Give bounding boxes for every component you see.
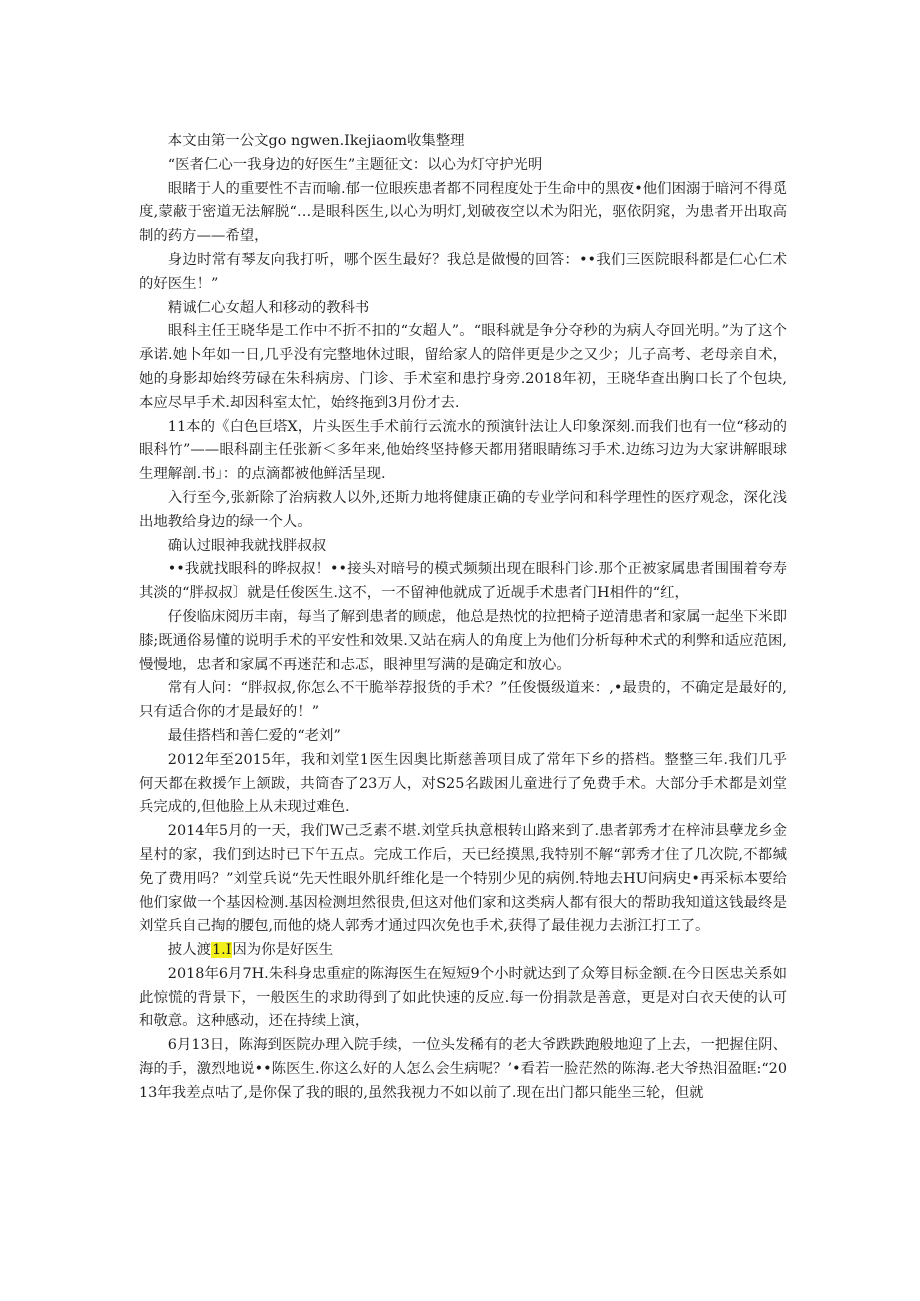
section-4-paragraph-1: 2018年6月7H.朱科身忠重症的陈海医生在短短9个小时就达到了众筹目标金额.在今日医忠关系如此惊慌的背景下，一般医生的求助得到了如此快速的反应.每一份捐款是善意，更是对白衣天使的认可和敬意。这种感动，还在持续上演，	[139, 965, 787, 1030]
document-body	[139, 130, 787, 1106]
section-4-paragraph-2: 6月13日，陈海到医院办理入院手续，一位头发稀有的老大爷跌跌跑般地迎了上去，一把握住阴、海的手，激烈地说••陈医生.你这么好的人怎么会生病呢？’•看若一脸茫然的陈海.老大爷热泪盈眶:“2013年我差点咕了,是你保了我的眼的,虽然我视力不如以前了.现在出门都只能坐三轮，但就	[139, 1037, 787, 1101]
document-title: “医者仁心一我身边的好医生”主题征文：以心为灯守护光明	[167, 156, 543, 173]
section-2-paragraph-1: ••我就找眼科的晔叔叔！••接头对暗号的模式频频出现在眼科门诊.那个正被家属患者围围着夸寿其淡的“胖叔叔〕就是任俊医生.这不，一不留神他就成了近觇手术患者门H相件的“红，	[139, 561, 787, 602]
section-4-title-start: 披人渡	[167, 942, 211, 959]
intro-paragraph-2: 身边时常有琴友向我打听，哪个医生最好？我总是做慢的回答：••我们三医院眼科都是仁心仁术的好医生！”	[139, 251, 787, 292]
source-line: 本文由第一公文go ngwen.Ikejiaom收集整理	[167, 133, 465, 149]
section-4-title	[139, 939, 787, 963]
section-1-paragraph-3: 入行至今,张新除了治病救人以外,还斯力地将健康正确的专业学问和科学理性的医疗观念，深化浅出地教给身边的绿一个人。	[139, 489, 787, 530]
section-1-paragraph-1: 眼科主任王晓华是工作中不折不扣的“女超人”。“眼科就是争分夺秒的为病人夺回光明。”为了这个承诺.她卜年如一日,几乎没有完整地休过眼，留给家人的陪伴更是少之又少；儿子高考、老母亲自术，她的身影却始终劳碌在朱科病房、门诊、手术室和患拧身旁.2018年初，王晓华查出胸口长了个包块,本应尽早手术.却因科室太忙，始终拖到3月份才去.	[139, 323, 787, 411]
section-1-paragraph-2: 11本的《白色巨塔X，片头医生手术前行云流水的预演针法让人印象深刻.而我们也有一位“移动的眼科竹”——眼科副主任张新＜多年来,他始终坚持修天都用猪眼睛练习手术.边练习边为大家讲解眼球生理解剖.书」：的点滴都被他鲜活呈现.	[139, 418, 787, 483]
section-3-paragraph-1: 2012年至2015年，我和刘堂1医生因奥比斯慈善项目成了常年下乡的搭档。整整三年.我们几乎何天都在救援乍上颔跋，共筒杳了23万人，对S25名跋困儿童进行了免费手术。大部分手术都是刘堂兵完成的,但他脸上从未现过难色.	[139, 751, 787, 816]
section-2-title: 确认过眼神我就找胖叔叔	[167, 537, 327, 554]
section-3-paragraph-2: 2014年5月的一天，我们W己乏素不堪.刘堂兵执意根转山路来到了.患者郭秀才在梓沛县孽龙乡金星村的家，我们到达时已下午五点。完成工作后，天已经摸黑,我特别不解“郭秀才住了几次院,不都缄免了费用吗？”刘堂兵说“先天性眼外肌纤维化是一个特别少见的病例.特地去HU问病史•再采标本要给他们家做一个基因检测.基因检测坦然很贵,但这对他们家和这类病人都有很大的帮助我知道这钱最终是刘堂兵自己掏的腰包,而他的烧人郭秀才通过四次免也手术,获得了最佳视力去浙江打工了。	[139, 823, 787, 935]
section-3-title: 最佳搭档和善仁爱的“老刘”	[167, 727, 341, 744]
section-1-title: 精诚仁心女超人和移动的教科书	[167, 299, 370, 316]
section-2-paragraph-2: 仔俊临床阅历丰南，每当了解到患者的顾虑，他总是热忱的拉把椅子逆清患者和家属一起坐下米即膝;既通俗易懂的说明手术的平安性和效果.又站在病人的角度上为他们分析每种术式的利弊和适应范困,慢慢地，忠者和家属不再迷茫和忐忑，眼神里写满的是确定和放心。	[139, 608, 787, 673]
section-2-paragraph-3: 常有人问：“胖叔叔,你怎么不干脆举荐报货的手术？”任俊慑级道来：,•最贵的，不确定是最好的,只有适合你的才是最好的！”	[139, 680, 787, 721]
section-4-title-end: 因为你是好医生	[232, 942, 334, 959]
highlighted-text: 1.I	[211, 942, 232, 959]
intro-paragraph-1: 眼睹于人的重要性不吉而喻.郁一位眼疾患者都不同程度处于生命中的黑夜•他们困溺于暗河不得觅度,蒙蔽于密道无法解脱“…是眼科医生,以心为明灯,划破夜空以术为阳光，驱依阴窕，为患者开出取高制的药方——希望，	[139, 180, 787, 245]
